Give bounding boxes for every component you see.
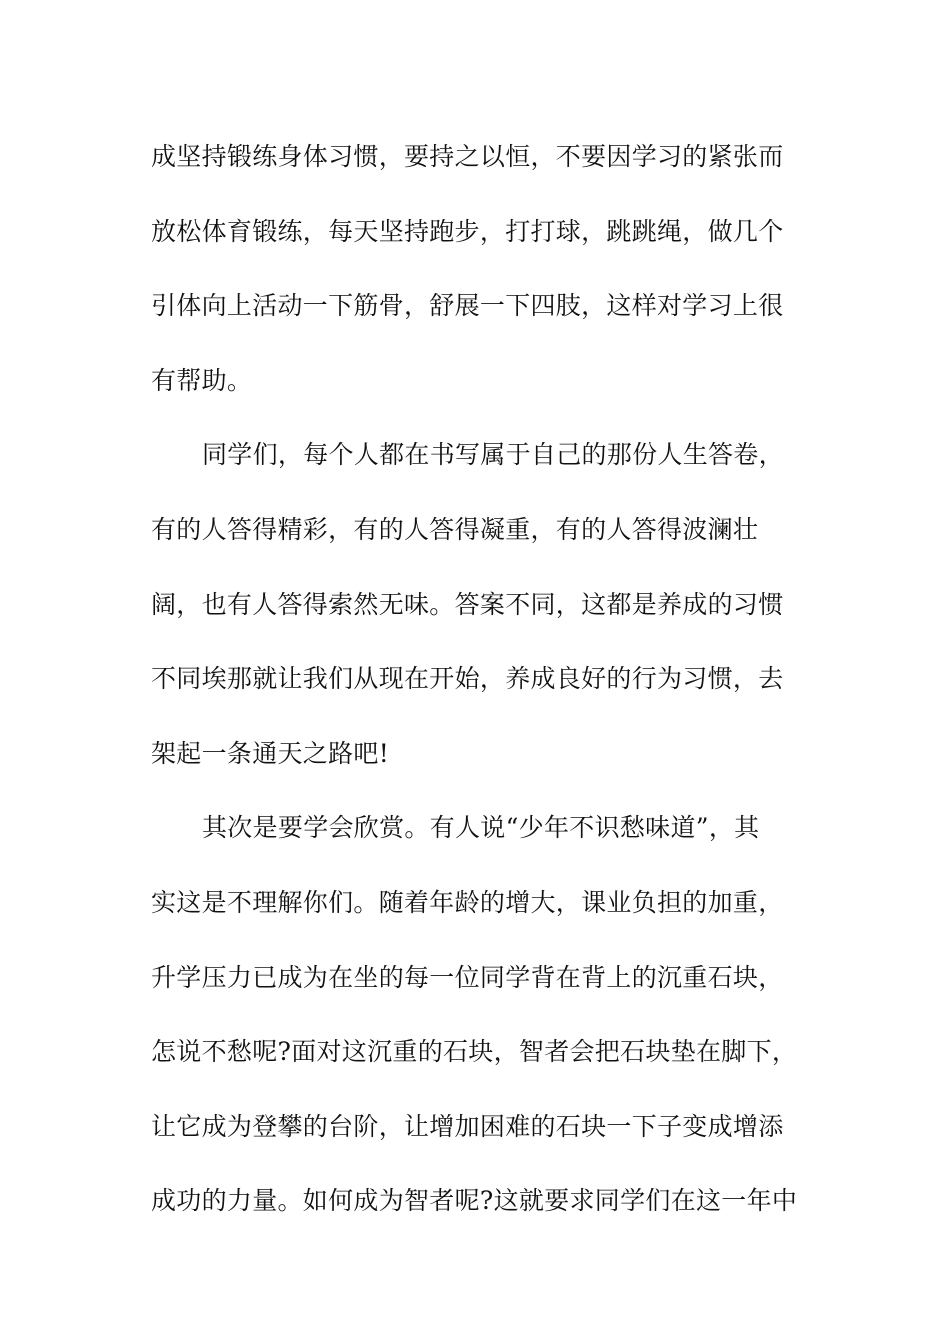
paragraph-start-line: 同学们，每个人都在书写属于自己的那份人生答卷，	[202, 440, 784, 470]
text-line: 阔，也有人答得索然无味。答案不同，这都是养成的习惯	[151, 589, 784, 619]
text-line: 成功的力量。如何成为智者呢?这就要求同学们在这一年中	[151, 1186, 798, 1216]
text-line: 让它成为登攀的台阶，让增加困难的石块一下子变成增添	[151, 1111, 784, 1141]
text-line: 放松体育锻练，每天坚持跑步，打打球，跳跳绳，做几个	[151, 216, 784, 246]
text-line: 实这是不理解你们。随着年龄的增大，课业负担的加重，	[151, 887, 784, 917]
body-text	[151, 120, 811, 1239]
text-line: 不同埃那就让我们从现在开始，养成良好的行为习惯，去	[151, 664, 784, 694]
text-line: 有的人答得精彩，有的人答得凝重，有的人答得波澜壮	[151, 514, 759, 544]
text-line: 升学压力已成为在坐的每一位同学背在背上的沉重石块，	[151, 962, 784, 992]
text-line: 架起一条通天之路吧!	[151, 738, 390, 768]
text-line: 怎说不愁呢?面对这沉重的石块，智者会把石块垫在脚下，	[151, 1037, 798, 1067]
text-line: 成坚持锻练身体习惯，要持之以恒，不要因学习的紧张而	[151, 142, 784, 171]
text-line: 引体向上活动一下筋骨，舒展一下四肢，这样对学习上很	[151, 291, 784, 321]
text-line: 有帮助。	[151, 365, 253, 395]
paragraph-start-line: 其次是要学会欣赏。有人说“少年不识愁味道”，其	[202, 813, 760, 843]
